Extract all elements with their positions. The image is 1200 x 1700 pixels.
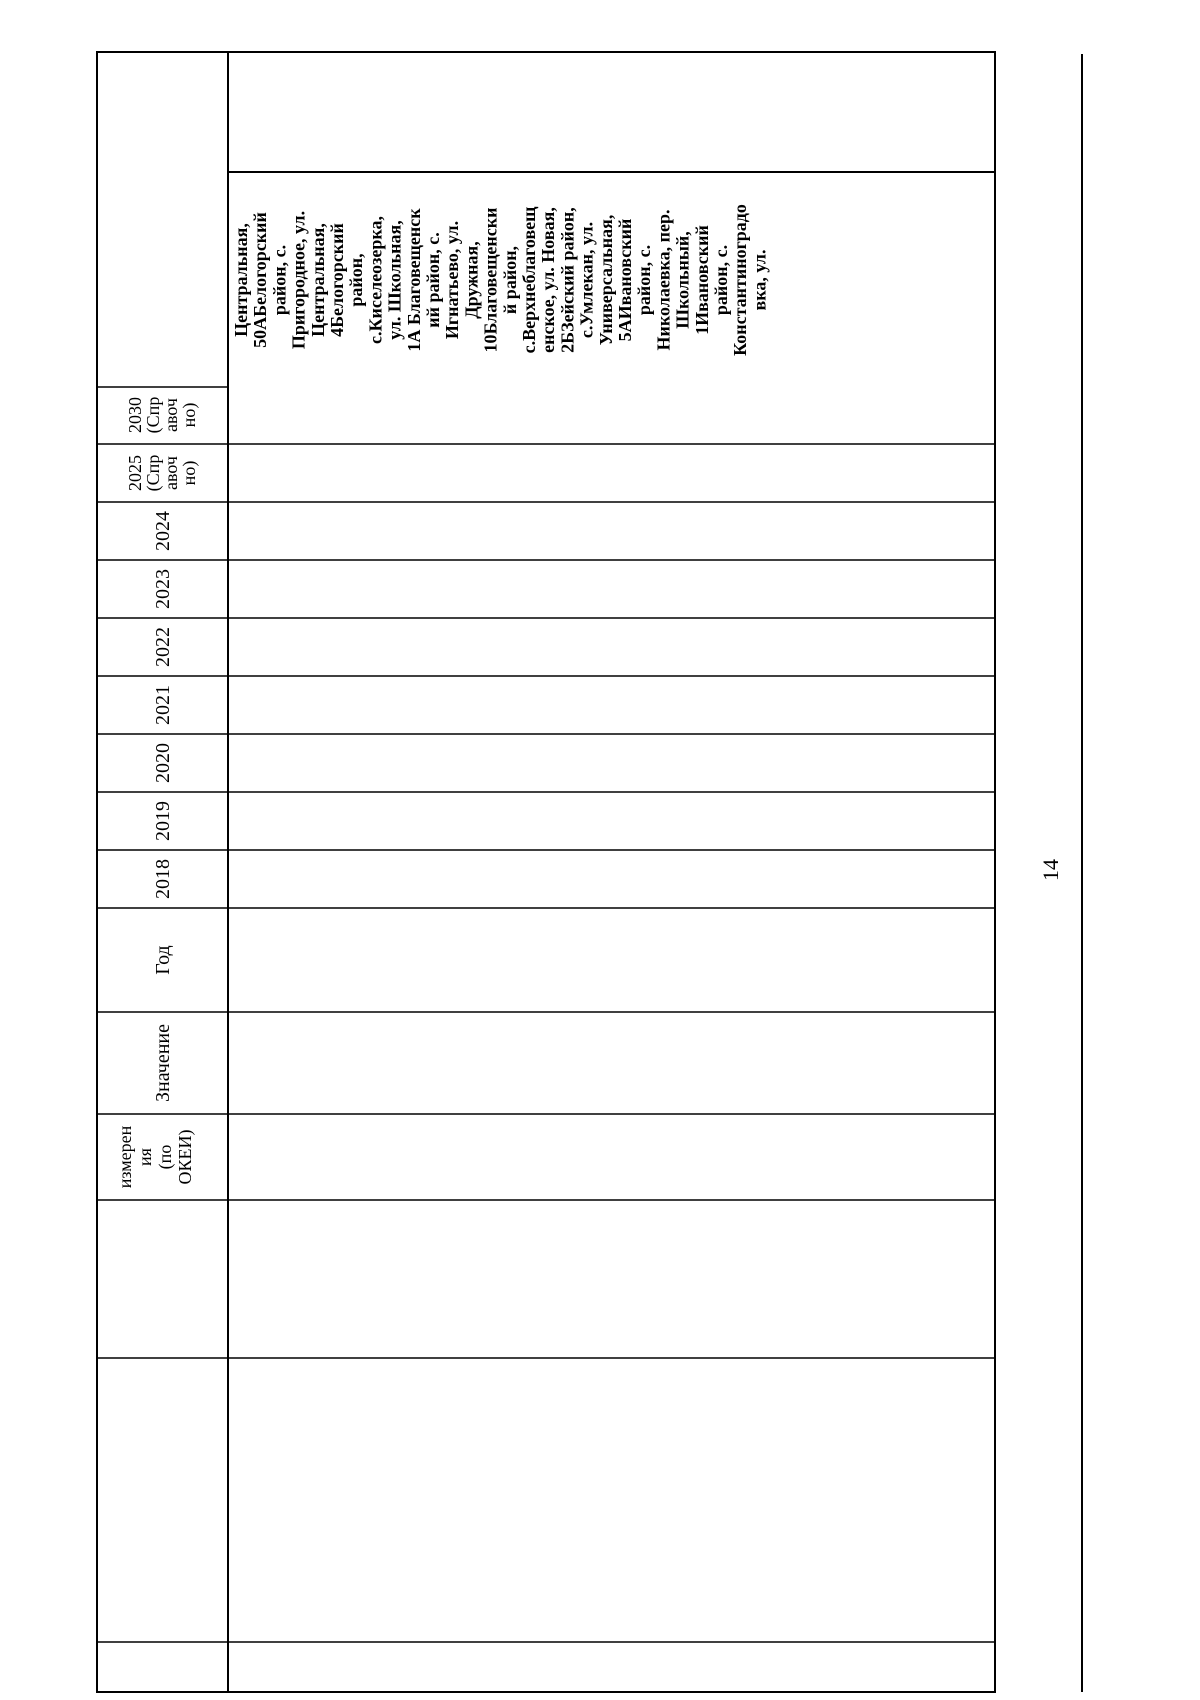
header-year-2030-line: 2030 bbox=[125, 397, 145, 433]
header-year-label: Год bbox=[152, 945, 174, 975]
header-unit-line: измерен bbox=[115, 1125, 135, 1189]
header-year-2030-line: но) bbox=[179, 402, 199, 428]
address-line: ий район, с. bbox=[423, 232, 443, 328]
address-line: район, bbox=[346, 253, 367, 307]
header-year-2025-line: (Спр bbox=[143, 454, 163, 492]
address-line: район, с. bbox=[634, 244, 655, 316]
address-line: енское, ул. Новая, bbox=[538, 207, 559, 353]
address-line: 5АИвановский bbox=[615, 218, 635, 342]
address-line: вка, ул. bbox=[749, 249, 770, 311]
address-line: с.Умлекан, ул. bbox=[576, 221, 597, 339]
address-line: с.Киселеозерка, bbox=[365, 215, 386, 345]
header-year-2025-line: авоч bbox=[161, 456, 181, 490]
header-unit bbox=[115, 1125, 196, 1188]
header-unit-line: ия bbox=[135, 1148, 155, 1166]
header-year-2018: 2018 bbox=[152, 859, 174, 899]
address-line: Игнатьево, ул. bbox=[442, 220, 463, 340]
header-year-2025-line: но) bbox=[179, 460, 199, 486]
address-line: 10Благовещенски bbox=[480, 207, 501, 353]
address-line: й район, bbox=[499, 245, 520, 315]
header-year-2025 bbox=[125, 455, 200, 492]
address-cell bbox=[231, 204, 769, 356]
header-year-2024: 2024 bbox=[152, 511, 174, 551]
address-line: 2БЗейский район, bbox=[557, 207, 578, 353]
address-line: Центральная, bbox=[231, 223, 251, 337]
header-year-2022: 2022 bbox=[152, 627, 174, 667]
address-line: 1А Благовещенск bbox=[403, 208, 424, 352]
header-year-2023: 2023 bbox=[152, 569, 174, 609]
address-line: район, с. bbox=[269, 244, 290, 316]
address-line: Николаевка, пер. bbox=[653, 209, 674, 351]
header-year-2021: 2021 bbox=[152, 685, 174, 725]
address-line: Пригородное, ул. bbox=[288, 210, 309, 350]
page-number: 14 bbox=[1038, 859, 1063, 881]
address-line: 4Белогорский bbox=[327, 223, 347, 337]
header-unit-line: ОКЕИ) bbox=[175, 1129, 195, 1185]
address-line: ул. Школьная, bbox=[384, 220, 405, 340]
address-line: с.Верхнеблаговещ bbox=[519, 206, 539, 354]
header-value: Значение bbox=[152, 1023, 174, 1103]
header-year-2030-line: авоч bbox=[161, 398, 181, 432]
address-line: Центральная, bbox=[307, 223, 328, 337]
address-line: 1Ивановский bbox=[691, 225, 712, 335]
address-line: Универсальная, bbox=[595, 214, 616, 346]
header-unit-line: (по bbox=[155, 1144, 175, 1170]
header-year-2025-line: 2025 bbox=[125, 455, 145, 491]
header-year-2030 bbox=[125, 397, 200, 434]
address-line: Константиноградо bbox=[730, 204, 751, 356]
address-line: 50АБелогорский bbox=[250, 212, 271, 348]
address-line: район, с. bbox=[711, 244, 731, 316]
header-year-2020: 2020 bbox=[152, 743, 174, 783]
address-line: Дружная, bbox=[461, 241, 482, 319]
header-year-2019: 2019 bbox=[152, 801, 174, 841]
address-line: Школьный, bbox=[672, 231, 693, 329]
header-year-2030-line: (Спр bbox=[143, 396, 163, 434]
